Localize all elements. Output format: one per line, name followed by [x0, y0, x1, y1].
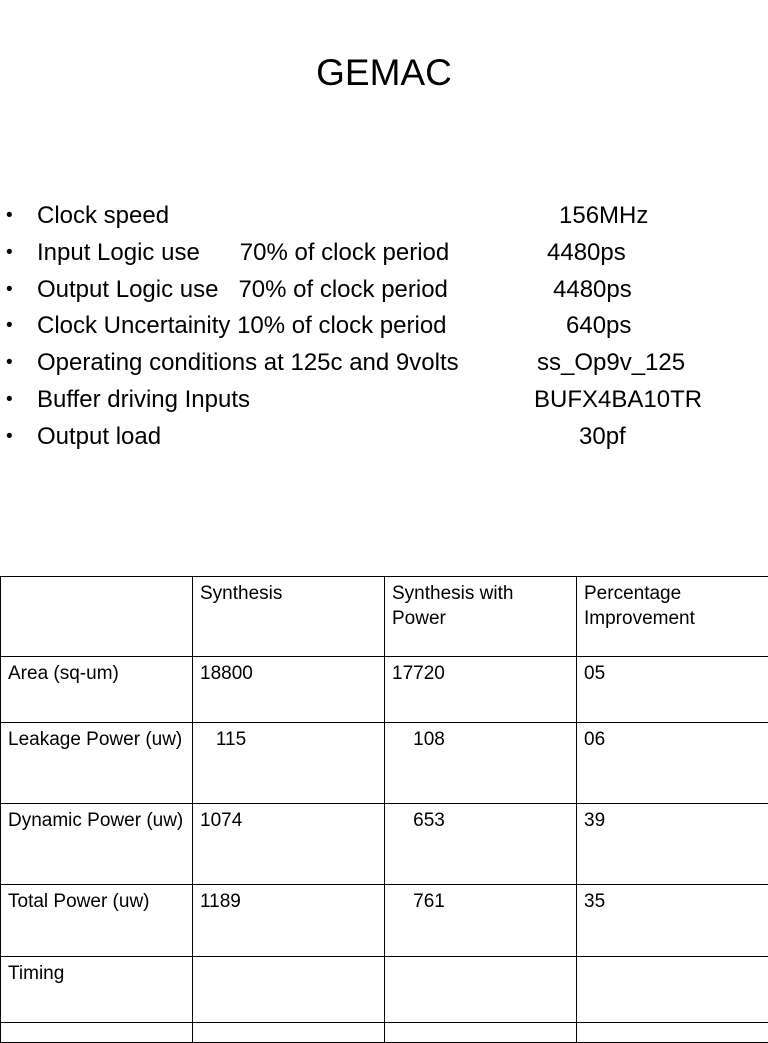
bullet-icon: •: [6, 419, 13, 455]
table-cell: Total Power (uw): [1, 885, 193, 957]
table-cell: 761: [385, 885, 577, 957]
table-row: [1, 657, 768, 723]
bullet-label: Output load: [37, 419, 161, 455]
table-cell: Timing: [1, 957, 193, 1023]
table-cell: [193, 1023, 385, 1043]
table-cell: 05: [577, 657, 768, 723]
table-cell: [577, 1023, 768, 1043]
list-item-buffer-inputs: [0, 382, 768, 419]
table-cell: 17720: [385, 657, 577, 723]
table-cell: 653: [385, 804, 577, 885]
bullet-icon: •: [6, 345, 13, 381]
table-cell: 115: [193, 723, 385, 804]
bullet-label: Buffer driving Inputs: [37, 382, 250, 418]
table-cell: 108: [385, 723, 577, 804]
bullet-label: Input Logic use 70% of clock period: [37, 235, 449, 271]
list-item-clock-speed: [0, 198, 768, 235]
bullet-value: ss_Op9v_125: [537, 345, 685, 381]
table-cell: [385, 1023, 577, 1043]
header-cell: Synthesis: [193, 577, 385, 657]
table-cell: 18800: [193, 657, 385, 723]
bullet-icon: •: [6, 198, 13, 234]
bullet-label: Operating conditions at 125c and 9volts: [37, 345, 459, 381]
list-item-output-logic: [0, 272, 768, 309]
bullet-label: Clock speed: [37, 198, 169, 234]
slide-title: GEMAC: [0, 52, 768, 94]
header-cell: [1, 577, 193, 657]
table-cell: Leakage Power (uw): [1, 723, 193, 804]
bullet-value: 156MHz: [559, 198, 648, 234]
table-cell: 1074: [193, 804, 385, 885]
bullet-value: 30pf: [579, 419, 626, 455]
header-cell: Percentage Improvement: [577, 577, 768, 657]
list-item-output-load: [0, 419, 768, 456]
bullet-value: 640ps: [566, 308, 631, 344]
table-cell: Area (sq-um): [1, 657, 193, 723]
table-cell: [1, 1023, 193, 1043]
list-item-operating-conditions: [0, 345, 768, 382]
table-cell: [193, 957, 385, 1023]
header-cell: Synthesis with Power: [385, 577, 577, 657]
table-row: [1, 957, 768, 1023]
bullet-label: Clock Uncertainity 10% of clock period: [37, 308, 447, 344]
table-cell: 39: [577, 804, 768, 885]
table-header-row: [1, 577, 768, 657]
results-table: [0, 576, 768, 1043]
list-item-input-logic: [0, 235, 768, 272]
table-cell: 06: [577, 723, 768, 804]
bullet-icon: •: [6, 382, 13, 418]
table-row: [1, 804, 768, 885]
table-row: [1, 1023, 768, 1043]
table-cell: [385, 957, 577, 1023]
bullet-icon: •: [6, 272, 13, 308]
table-row: [1, 723, 768, 804]
bullet-value: 4480ps: [553, 272, 632, 308]
bullet-icon: •: [6, 235, 13, 271]
table-cell: 1189: [193, 885, 385, 957]
list-item-clock-uncertainty: [0, 308, 768, 345]
table-cell: Dynamic Power (uw): [1, 804, 193, 885]
table-cell: [577, 957, 768, 1023]
bullet-icon: •: [6, 308, 13, 344]
bullet-value: BUFX4BA10TR: [534, 382, 702, 418]
bullet-value: 4480ps: [547, 235, 626, 271]
table-cell: 35: [577, 885, 768, 957]
parameter-list: [0, 198, 768, 456]
table-row: [1, 885, 768, 957]
bullet-label: Output Logic use 70% of clock period: [37, 272, 448, 308]
